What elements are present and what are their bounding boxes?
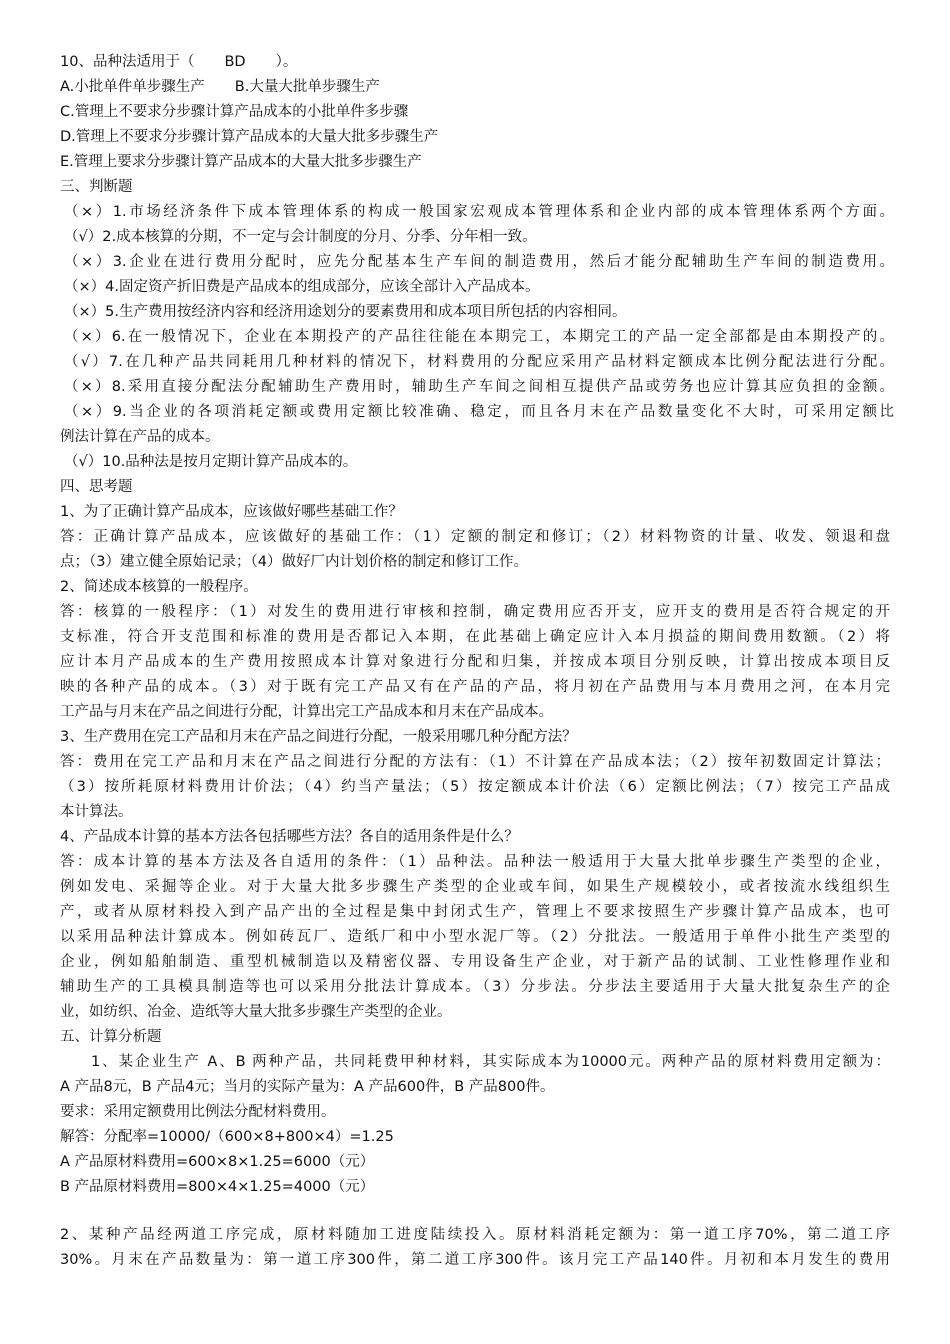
calc-problem-1-result-a: A 产品原材料费用=600×8×1.25=6000（元） [60, 1154, 375, 1170]
think-answer-line: 答：费用在完工产品和月末在产品之间进行分配的方法有：（1）不计算在产品成本法；（2）按年初数固定计算法； [60, 754, 890, 770]
think-answer-line: （3）按所耗原材料费用计价法；（4）约当产量法；（5）按定额成本计价法（6）定额比例法；（7）按完工产品成 [60, 779, 890, 795]
think-answer-line: 以采用品种法计算成本。例如砖瓦厂、造纸厂和中小型水泥厂等。（2）分批法。一般适用于单件小批生产类型的 [60, 929, 890, 945]
think-question: 4、产品成本计算的基本方法各包括哪些方法？各自的适用条件是什么？ [60, 829, 519, 845]
section-heading-judge: 三、判断题 [60, 179, 133, 195]
calc-problem-2-line: 30%。月末在产品数量为：第一道工序300件，第二道工序300件。该月完工产品140件。月初和本月发生的费用 [60, 1252, 890, 1268]
think-question: 2、简述成本核算的一般程序。 [60, 579, 258, 595]
think-question: 1、为了正确计算产品成本，应该做好哪些基础工作？ [60, 504, 403, 520]
judge-item: （√）10.品种法是按月定期计算产品成本的。 [64, 454, 358, 470]
think-answer-line: 业，如纺织、冶金、造纸等大量大批多步骤生产类型的企业。 [60, 1004, 452, 1020]
calc-problem-1-result-b: B 产品原材料费用=800×4×1.25=4000（元） [60, 1179, 375, 1195]
judge-item: （×）6.在一般情况下，企业在本期投产的产品往往能在本期完工，本期完工的产品一定全部都是由本期投产的。 [64, 329, 894, 345]
q10-answer: BD [224, 54, 246, 70]
think-answer-line: 映的各种产品的成本。（3）对于既有完工产品又有在产品的产品，将月初在产品费用与本月费用之河，在本月完 [60, 679, 890, 695]
judge-item: （×）4.固定资产折旧费是产品成本的组成部分，应该全部计入产品成本。 [64, 279, 540, 295]
think-answer-line: 本计算法。 [60, 804, 133, 820]
think-answer-line: 产，或者从原材料投入到产品产出的全过程是集中封闭式生产，管理上不要求按照生产步骤计算产品成本，也可 [60, 904, 890, 920]
q10-option-c: C.管理上不要求分步骤计算产品成本的小批单件多步骤 [60, 104, 409, 120]
calc-problem-1-line: A 产品8元，B 产品4元；当月的实际产量为：A 产品600件，B 产品800件。 [60, 1079, 555, 1095]
think-answer-line: 支标准，符合开支范围和标准的费用是否都记入本期，在此基础上确定应计入本月损益的期间费用数额。（2）将 [60, 629, 890, 645]
think-answer-line: 答：核算的一般程序：（1）对发生的费用进行审核和控制，确定费用应否开支，应开支的费用是否符合规定的开 [60, 604, 890, 620]
calc-problem-2-line: 2、某种产品经两道工序完成，原材料随加工进度陆续投入。原材料消耗定额为：第一道工序70%，第二道工序 [60, 1227, 890, 1243]
calc-problem-1-requirement: 要求：采用定额费用比例法分配材料费用。 [60, 1104, 336, 1120]
think-question: 3、生产费用在完工产品和月末在产品之间进行分配，一般采用哪几种分配方法？ [60, 729, 577, 745]
q10-option-e: E.管理上要求分步骤计算产品成本的大量大批多步骤生产 [60, 154, 422, 170]
think-answer-line: 企业，例如船舶制造、重型机械制造以及精密仪器、专用设备生产企业，对于新产品的试制、工业性修理作业和 [60, 954, 890, 970]
judge-item-continuation: 例法计算在产品的成本。 [60, 429, 220, 445]
think-answer-line: 答：正确计算产品成本，应该做好的基础工作：（1）定额的制定和修订；（2）材料物资的计量、收发、领退和盘 [60, 529, 890, 545]
think-answer-line: 答：成本计算的基本方法及各自适用的条件：（1）品种法。品种法一般适用于大量大批单步骤生产类型的企业， [60, 854, 890, 870]
think-answer-line: 辅助生产的工具模具制造等也可以采用分批法计算成本。（3）分步法。分步法主要适用于大量大批复杂生产的企 [60, 979, 890, 995]
think-answer-line: 点；（3）建立健全原始记录；（4）做好厂内计划价格的制定和修订工作。 [60, 554, 528, 570]
q10-options-ab [60, 75, 890, 99]
judge-item: （×）5.生产费用按经济内容和经济用途划分的要素费用和成本项目所包括的内容相同。 [64, 304, 627, 320]
think-answer-line: 应计本月产品成本的生产费用按照成本计算对象进行分配和归集，并按成本项目分别反映，计算出按成本项目反 [60, 654, 890, 670]
q10-option-b: B.大量大批单步骤生产 [234, 79, 380, 95]
section-heading-think: 四、思考题 [60, 479, 133, 495]
q10-stem-prefix: 10、品种法适用于（ [60, 54, 195, 70]
q10-option-d: D.管理上不要求分步骤计算产品成本的大量大批多步骤生产 [60, 129, 439, 145]
calc-problem-1-line: 1、某企业生产 A、B 两种产品，共同耗费甲种材料，其实际成本为10000元。两种产品的原材料费用定额为： [91, 1054, 890, 1070]
judge-item: （×）3.企业在进行费用分配时，应先分配基本生产车间的制造费用，然后才能分配辅助生产车间的制造费用。 [64, 254, 894, 270]
calc-problem-1-solution: 解答：分配率=10000/（600×8+800×4）=1.25 [60, 1129, 394, 1145]
q10-option-a: A.小批单件单步骤生产 [60, 79, 205, 95]
q10-stem-suffix: ）。 [275, 54, 298, 70]
think-answer-line: 例如发电、采掘等企业。对于大量大批多步骤生产类型的企业或车间，如果生产规模较小，或者按流水线组织生 [60, 879, 890, 895]
q10-stem [60, 50, 890, 74]
think-answer-line: 工产品与月末在产品之间进行分配，计算出完工产品成本和月末在产品成本。 [60, 704, 553, 720]
judge-item: （√）7.在几种产品共同耗用几种材料的情况下，材料费用的分配应采用产品材料定额成本比例分配法进行分配。 [64, 354, 894, 370]
judge-item: （×）1.市场经济条件下成本管理体系的构成一般国家宏观成本管理体系和企业内部的成本管理体系两个方面。 [64, 204, 894, 220]
judge-item: （×）8.采用直接分配法分配辅助生产费用时，辅助生产车间之间相互提供产品或劳务也应计算其应负担的金额。 [64, 379, 894, 395]
judge-item: （√）2.成本核算的分期，不一定与会计制度的分月、分季、分年相一致。 [64, 229, 537, 245]
section-heading-calc: 五、计算分析题 [60, 1029, 162, 1045]
judge-item: （×）9.当企业的各项消耗定额或费用定额比较准确、稳定，而且各月末在产品数量变化不大时，可采用定额比 [64, 404, 894, 420]
